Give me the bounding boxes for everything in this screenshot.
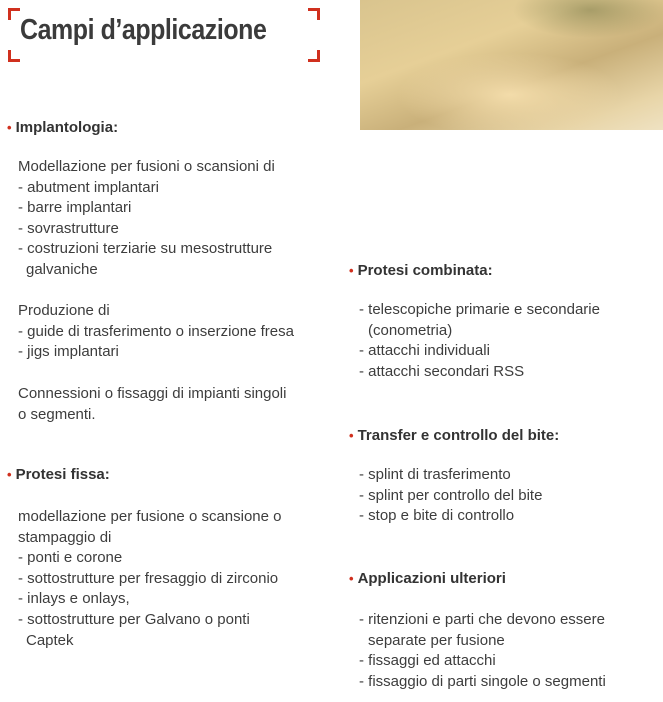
corner-bracket xyxy=(308,8,320,20)
transfer-body xyxy=(359,465,542,527)
section-heading-implantologia: • Implantologia: xyxy=(7,119,119,136)
list-item: - abutment implantari xyxy=(18,178,159,196)
list-item: - barre implantari xyxy=(18,199,132,217)
list-item: - guide di trasferimento o inserzione fresa xyxy=(18,322,294,340)
list-item: - splint per controllo del bite xyxy=(359,486,543,504)
list-item: - fissaggi ed attacchi xyxy=(359,652,496,670)
produzione-body xyxy=(18,301,294,363)
page-title: Campi d’applicazione xyxy=(20,14,267,46)
applicazioni-body xyxy=(359,610,606,692)
bullet-icon: • xyxy=(349,428,354,443)
section-heading-protesi-combinata: • Protesi combinata: xyxy=(349,262,493,279)
bullet-icon: • xyxy=(7,467,12,482)
list-item: - jigs implantari xyxy=(18,343,119,361)
list-item: - attacchi individuali xyxy=(359,342,490,360)
list-item: - splint di trasferimento xyxy=(359,466,511,483)
bullet-icon: • xyxy=(7,120,12,135)
text-line: stampaggio di xyxy=(18,528,112,546)
corner-bracket xyxy=(308,50,320,62)
protesi-combinata-body xyxy=(359,300,600,382)
text-line: Modellazione per fusioni o scansioni di xyxy=(18,158,275,175)
list-item: Captek xyxy=(26,631,74,649)
corner-bracket xyxy=(8,8,20,20)
text-line: Connessioni o fissaggi di impianti singoli xyxy=(18,385,287,402)
list-item: - inlays e onlays, xyxy=(18,590,130,608)
bullet-icon: • xyxy=(349,571,354,586)
title-frame xyxy=(8,8,320,62)
list-item: galvaniche xyxy=(26,260,98,278)
protesi-fissa-body xyxy=(18,507,282,651)
list-item: - attacchi secondari RSS xyxy=(359,362,525,380)
text-line: modellazione per fusione o scansione o xyxy=(18,508,282,525)
section-heading-applicazioni: • Applicazioni ulteriori xyxy=(349,570,506,587)
bullet-icon: • xyxy=(349,263,354,278)
list-item: - stop e bite di controllo xyxy=(359,507,515,525)
section-heading-protesi-fissa: • Protesi fissa: xyxy=(7,466,110,483)
list-item: - ritenzioni e parti che devono essere xyxy=(359,611,605,628)
list-item: (conometria) xyxy=(368,321,453,339)
list-item: separate per fusione xyxy=(368,631,505,649)
list-item: - ponti e corone xyxy=(18,549,123,567)
list-item: - telescopiche primarie e secondarie xyxy=(359,301,600,318)
corner-bracket xyxy=(8,50,20,62)
list-item: - fissaggio di parti singole o segmenti xyxy=(359,672,606,690)
implantologia-body xyxy=(18,157,275,281)
text-line: o segmenti. xyxy=(18,405,96,423)
text-line: Produzione di xyxy=(18,302,110,319)
list-item: - sottostrutture per fresaggio di zirconio xyxy=(18,569,279,587)
list-item: - costruzioni terziarie su mesostrutture xyxy=(18,240,273,258)
connessioni-body xyxy=(18,384,286,425)
section-heading-transfer: • Transfer e controllo del bite: xyxy=(349,427,560,444)
header-photo xyxy=(360,0,663,130)
list-item: - sovrastrutture xyxy=(18,219,119,237)
list-item: - sottostrutture per Galvano o ponti xyxy=(18,610,250,628)
